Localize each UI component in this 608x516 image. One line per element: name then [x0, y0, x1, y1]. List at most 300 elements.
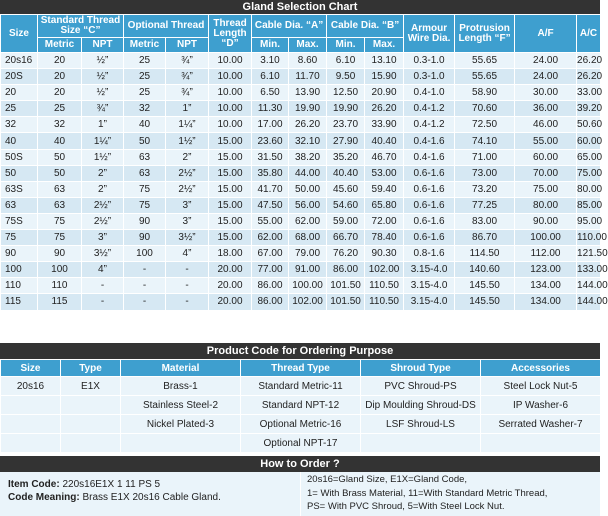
cell-std-metric: 115 [38, 294, 82, 310]
cell-armour-wire: 0.3-1.0 [404, 69, 455, 85]
cell-cable-a-max: 50.00 [289, 181, 327, 197]
cell-ac: 26.20 [577, 69, 601, 85]
cell-armour-wire: 0.4-1.6 [404, 133, 455, 149]
header-size: Size [1, 15, 38, 53]
product-header-cell: Size [1, 360, 61, 377]
cell-std-metric: 20 [38, 69, 82, 85]
product-cell [61, 396, 121, 415]
cell-cable-b-min: 23.70 [327, 117, 365, 133]
table-row [1, 213, 601, 229]
product-code-table [0, 359, 601, 453]
product-header-cell: Shroud Type [361, 360, 481, 377]
cell-cable-a-max: 91.00 [289, 262, 327, 278]
cell-cable-b-min: 86.00 [327, 262, 365, 278]
product-code-header-row [1, 360, 601, 377]
cell-opt-npt: ¾” [166, 69, 209, 85]
cell-armour-wire: 3.15-4.0 [404, 278, 455, 294]
cell-std-metric: 40 [38, 133, 82, 149]
cell-af: 30.00 [515, 85, 577, 101]
cell-opt-npt: - [166, 278, 209, 294]
cell-af: 60.00 [515, 149, 577, 165]
cell-armour-wire: 0.6-1.6 [404, 213, 455, 229]
cell-size: 63 [1, 197, 38, 213]
product-cell: PVC Shroud-PS [361, 377, 481, 396]
cell-thread-length: 10.00 [209, 101, 252, 117]
cell-ac: 110.00 [577, 230, 601, 246]
cell-cable-a-max: 26.20 [289, 117, 327, 133]
cell-cable-a-max: 38.20 [289, 149, 327, 165]
cell-protrusion: 145.50 [455, 278, 515, 294]
cell-ac: 75.00 [577, 165, 601, 181]
cell-cable-b-max: 15.90 [365, 69, 404, 85]
header-armour-line1: Armour [410, 22, 448, 34]
cell-cable-b-min: 9.50 [327, 69, 365, 85]
cell-opt-npt: 2½” [166, 181, 209, 197]
cell-cable-b-min: 101.50 [327, 278, 365, 294]
cell-ac: 95.00 [577, 213, 601, 229]
cell-size: 20s16 [1, 53, 38, 69]
cell-armour-wire: 0.4-1.0 [404, 85, 455, 101]
order-note: 20s16=Gland Size, E1X=Gland Code, [307, 474, 468, 485]
cell-ac: 39.20 [577, 101, 601, 117]
cell-protrusion: 58.90 [455, 85, 515, 101]
cell-cable-a-max: 68.00 [289, 230, 327, 246]
cell-armour-wire: 3.15-4.0 [404, 294, 455, 310]
cell-protrusion: 74.10 [455, 133, 515, 149]
cell-opt-metric: 63 [124, 165, 166, 181]
cell-cable-b-min: 54.60 [327, 197, 365, 213]
cell-cable-a-min: 67.00 [252, 246, 289, 262]
cell-opt-npt: ¾” [166, 53, 209, 69]
item-code-line [8, 478, 300, 491]
cell-cable-a-min: 35.80 [252, 165, 289, 181]
cell-thread-length: 10.00 [209, 85, 252, 101]
cell-thread-length: 15.00 [209, 133, 252, 149]
cell-opt-npt: 3” [166, 213, 209, 229]
cell-cable-a-max: 100.00 [289, 278, 327, 294]
header-thread-length-line2: Length [213, 27, 247, 39]
cell-ac: 60.00 [577, 133, 601, 149]
product-row [1, 434, 601, 453]
product-cell: Stainless Steel-2 [121, 396, 241, 415]
header-protrusion-line1: Protrusion [459, 22, 510, 34]
cell-armour-wire: 0.8-1.6 [404, 246, 455, 262]
cell-std-npt: 2” [82, 165, 124, 181]
cell-std-npt: 3½” [82, 246, 124, 262]
cell-armour-wire: 0.3-1.0 [404, 53, 455, 69]
header-standard-thread [38, 15, 124, 38]
cell-cable-b-min: 40.40 [327, 165, 365, 181]
cell-af: 36.00 [515, 101, 577, 117]
product-cell: Nickel Plated-3 [121, 415, 241, 434]
product-row [1, 377, 601, 396]
cell-ac: 26.20 [577, 53, 601, 69]
cell-opt-npt: 2” [166, 149, 209, 165]
cell-cable-b-max: 20.90 [365, 85, 404, 101]
cell-std-metric: 75 [38, 230, 82, 246]
cell-opt-metric: 50 [124, 133, 166, 149]
cell-std-metric: 32 [38, 117, 82, 133]
header-cable-a-max: Max. [289, 38, 327, 53]
cell-cable-b-min: 101.50 [327, 294, 365, 310]
product-cell [61, 415, 121, 434]
cell-cable-b-max: 72.00 [365, 213, 404, 229]
order-notes [300, 472, 600, 516]
product-header-cell: Accessories [481, 360, 601, 377]
header-cable-a: Cable Dia. “A” [252, 15, 327, 38]
cell-opt-npt: - [166, 262, 209, 278]
cell-af: 112.00 [515, 246, 577, 262]
product-cell: 20s16 [1, 377, 61, 396]
cell-armour-wire: 0.6-1.6 [404, 181, 455, 197]
cell-opt-metric: 40 [124, 117, 166, 133]
cell-std-npt: 1½” [82, 149, 124, 165]
product-cell: Optional Metric-16 [241, 415, 361, 434]
cell-size: 20 [1, 85, 38, 101]
cell-cable-b-max: 33.90 [365, 117, 404, 133]
cell-ac: 121.50 [577, 246, 601, 262]
cell-cable-a-min: 31.50 [252, 149, 289, 165]
cell-std-npt: ¾” [82, 101, 124, 117]
cell-ac: 65.00 [577, 149, 601, 165]
cell-ac: 50.60 [577, 117, 601, 133]
product-row [1, 415, 601, 434]
cell-thread-length: 18.00 [209, 246, 252, 262]
product-header-cell: Thread Type [241, 360, 361, 377]
cell-opt-metric: 90 [124, 230, 166, 246]
cell-cable-b-max: 78.40 [365, 230, 404, 246]
product-header-cell: Type [61, 360, 121, 377]
cell-cable-b-min: 35.20 [327, 149, 365, 165]
cell-std-metric: 20 [38, 85, 82, 101]
cell-opt-npt: 1¼” [166, 117, 209, 133]
table-row [1, 278, 601, 294]
cell-cable-a-min: 6.50 [252, 85, 289, 101]
cell-cable-b-max: 90.30 [365, 246, 404, 262]
product-cell [1, 434, 61, 453]
cell-size: 63S [1, 181, 38, 197]
cell-armour-wire: 0.4-1.2 [404, 101, 455, 117]
cell-af: 24.00 [515, 69, 577, 85]
header-af: A/F [515, 15, 577, 53]
cell-opt-npt: 1” [166, 101, 209, 117]
cell-std-metric: 63 [38, 197, 82, 213]
cell-protrusion: 114.50 [455, 246, 515, 262]
item-code-value: 220s16E1X 1 11 PS 5 [62, 479, 161, 490]
cell-armour-wire: 3.15-4.0 [404, 262, 455, 278]
cell-std-npt: 1” [82, 117, 124, 133]
cell-opt-npt: 3” [166, 197, 209, 213]
cell-ac: 85.00 [577, 197, 601, 213]
cell-cable-b-min: 19.90 [327, 101, 365, 117]
cell-thread-length: 15.00 [209, 230, 252, 246]
cell-size: 40 [1, 133, 38, 149]
header-ac: A/C [577, 15, 601, 53]
cell-std-npt: ½” [82, 85, 124, 101]
cell-armour-wire: 0.4-1.6 [404, 149, 455, 165]
cell-thread-length: 15.00 [209, 181, 252, 197]
header-opt-npt: NPT [166, 38, 209, 53]
cell-cable-a-min: 86.00 [252, 294, 289, 310]
cell-thread-length: 10.00 [209, 53, 252, 69]
cell-ac: 80.00 [577, 181, 601, 197]
cell-cable-b-max: 110.50 [365, 294, 404, 310]
cell-cable-a-min: 11.30 [252, 101, 289, 117]
cell-cable-a-min: 86.00 [252, 278, 289, 294]
cell-protrusion: 73.20 [455, 181, 515, 197]
cell-std-metric: 50 [38, 165, 82, 181]
table-row [1, 246, 601, 262]
cell-cable-a-max: 8.60 [289, 53, 327, 69]
cell-size: 20S [1, 69, 38, 85]
product-cell [1, 415, 61, 434]
cell-cable-b-min: 27.90 [327, 133, 365, 149]
table-row [1, 85, 601, 101]
cell-ac: 33.00 [577, 85, 601, 101]
cell-cable-a-max: 11.70 [289, 69, 327, 85]
table-row [1, 197, 601, 213]
cell-cable-b-min: 66.70 [327, 230, 365, 246]
how-to-order-title: How to Order ? [0, 456, 600, 472]
product-cell: Standard Metric-11 [241, 377, 361, 396]
product-row [1, 396, 601, 415]
cell-armour-wire: 0.6-1.6 [404, 230, 455, 246]
cell-cable-b-min: 76.20 [327, 246, 365, 262]
cell-protrusion: 140.60 [455, 262, 515, 278]
cell-af: 134.00 [515, 278, 577, 294]
cell-opt-npt: 3½” [166, 230, 209, 246]
cell-std-metric: 20 [38, 53, 82, 69]
header-cable-a-min: Min. [252, 38, 289, 53]
cell-ac: 144.00 [577, 278, 601, 294]
header-opt-metric: Metric [124, 38, 166, 53]
cell-protrusion: 73.00 [455, 165, 515, 181]
cell-opt-npt: 4” [166, 246, 209, 262]
product-cell: Dip Moulding Shroud-DS [361, 396, 481, 415]
cell-size: 50 [1, 165, 38, 181]
cell-af: 70.00 [515, 165, 577, 181]
cell-cable-b-min: 45.60 [327, 181, 365, 197]
table-row [1, 165, 601, 181]
cell-opt-metric: 90 [124, 213, 166, 229]
cell-cable-a-max: 32.10 [289, 133, 327, 149]
product-cell: E1X [61, 377, 121, 396]
cell-std-npt: - [82, 278, 124, 294]
table-row [1, 53, 601, 69]
cell-std-metric: 75 [38, 213, 82, 229]
code-meaning-line [8, 491, 300, 504]
cell-opt-npt: ¾” [166, 85, 209, 101]
cell-thread-length: 20.00 [209, 278, 252, 294]
product-cell: Steel Lock Nut-5 [481, 377, 601, 396]
cell-opt-metric: 100 [124, 246, 166, 262]
cell-thread-length: 10.00 [209, 69, 252, 85]
cell-size: 90 [1, 246, 38, 262]
table-row [1, 101, 601, 117]
gland-selection-table [0, 14, 608, 311]
product-cell: LSF Shroud-LS [361, 415, 481, 434]
cell-thread-length: 15.00 [209, 165, 252, 181]
cell-std-npt: ½” [82, 69, 124, 85]
cell-cable-b-max: 110.50 [365, 278, 404, 294]
table-row [1, 133, 601, 149]
cell-protrusion: 145.50 [455, 294, 515, 310]
order-note: 1= With Brass Material, 11=With Standard Metric Thread, [307, 487, 548, 499]
cell-size: 25 [1, 101, 38, 117]
cell-std-metric: 50 [38, 149, 82, 165]
table-row [1, 294, 601, 310]
cell-cable-a-min: 77.00 [252, 262, 289, 278]
cell-size: 32 [1, 117, 38, 133]
product-code-title: Product Code for Ordering Purpose [0, 343, 600, 359]
table-row [1, 149, 601, 165]
cell-cable-a-max: 79.00 [289, 246, 327, 262]
cell-protrusion: 77.25 [455, 197, 515, 213]
cell-cable-b-max: 59.40 [365, 181, 404, 197]
product-cell [481, 434, 601, 453]
cell-thread-length: 15.00 [209, 197, 252, 213]
table-row [1, 181, 601, 197]
cell-size: 110 [1, 278, 38, 294]
header-std-npt: NPT [82, 38, 124, 53]
cell-opt-metric: - [124, 278, 166, 294]
header-armour-line2: Wire Dia. [407, 32, 451, 44]
cell-cable-a-max: 19.90 [289, 101, 327, 117]
cell-protrusion: 72.50 [455, 117, 515, 133]
cell-af: 75.00 [515, 181, 577, 197]
cell-opt-metric: - [124, 262, 166, 278]
header-standard-thread-line1: Standard Thread [40, 15, 121, 26]
cell-cable-a-max: 62.00 [289, 213, 327, 229]
cell-cable-b-max: 65.80 [365, 197, 404, 213]
cell-std-npt: ½” [82, 53, 124, 69]
cell-size: 75 [1, 230, 38, 246]
cell-opt-metric: 25 [124, 53, 166, 69]
cell-cable-b-max: 40.40 [365, 133, 404, 149]
cell-std-npt: 2” [82, 181, 124, 197]
cell-protrusion: 70.60 [455, 101, 515, 117]
cell-std-metric: 110 [38, 278, 82, 294]
product-cell [361, 434, 481, 453]
cell-af: 123.00 [515, 262, 577, 278]
header-standard-thread-line2: Size “C” [60, 25, 101, 36]
product-cell [121, 434, 241, 453]
cell-cable-a-min: 6.10 [252, 69, 289, 85]
cell-cable-b-min: 12.50 [327, 85, 365, 101]
code-meaning-value: Brass E1X 20s16 Cable Gland. [82, 492, 221, 503]
cell-std-npt: 1¼” [82, 133, 124, 149]
cell-cable-b-max: 102.00 [365, 262, 404, 278]
cell-cable-a-max: 56.00 [289, 197, 327, 213]
cell-opt-npt: - [166, 294, 209, 310]
header-cable-b-min: Min. [327, 38, 365, 53]
cell-opt-metric: 63 [124, 149, 166, 165]
cell-cable-a-min: 3.10 [252, 53, 289, 69]
cell-std-npt: 2½” [82, 197, 124, 213]
cell-thread-length: 15.00 [209, 149, 252, 165]
cell-opt-metric: 25 [124, 85, 166, 101]
cell-std-metric: 90 [38, 246, 82, 262]
cell-opt-npt: 1½” [166, 133, 209, 149]
cell-std-npt: - [82, 294, 124, 310]
header-std-metric: Metric [38, 38, 82, 53]
cell-armour-wire: 0.4-1.2 [404, 117, 455, 133]
cell-std-npt: 3” [82, 230, 124, 246]
cell-thread-length: 20.00 [209, 262, 252, 278]
cell-protrusion: 83.00 [455, 213, 515, 229]
code-meaning-label: Code Meaning: [8, 492, 80, 503]
cell-cable-b-max: 13.10 [365, 53, 404, 69]
cell-size: 75S [1, 213, 38, 229]
cell-cable-a-min: 62.00 [252, 230, 289, 246]
cell-armour-wire: 0.6-1.6 [404, 197, 455, 213]
cell-cable-a-min: 47.50 [252, 197, 289, 213]
cell-af: 100.00 [515, 230, 577, 246]
cell-ac: 133.00 [577, 262, 601, 278]
cell-af: 55.00 [515, 133, 577, 149]
cell-armour-wire: 0.6-1.6 [404, 165, 455, 181]
product-cell: Optional NPT-17 [241, 434, 361, 453]
product-cell: IP Washer-6 [481, 396, 601, 415]
header-armour-wire [404, 15, 455, 53]
chart-title: Gland Selection Chart [0, 0, 600, 14]
product-cell [1, 396, 61, 415]
table-row [1, 230, 601, 246]
cell-cable-a-max: 44.00 [289, 165, 327, 181]
table-row [1, 69, 601, 85]
cell-cable-b-min: 59.00 [327, 213, 365, 229]
order-note: PS= With PVC Shroud, 5=With Steel Lock Nut. [307, 501, 505, 512]
table-row [1, 262, 601, 278]
cell-cable-b-max: 53.00 [365, 165, 404, 181]
header-thread-length-line3: “D” [221, 37, 239, 49]
header-thread-length [209, 15, 252, 53]
header-protrusion-line2: Length “F” [458, 32, 511, 44]
cell-af: 24.00 [515, 53, 577, 69]
cell-std-metric: 100 [38, 262, 82, 278]
cell-cable-a-max: 13.90 [289, 85, 327, 101]
gland-table-body [1, 53, 608, 311]
product-code-body [1, 377, 601, 453]
cell-opt-npt: 2½” [166, 165, 209, 181]
cell-std-metric: 25 [38, 101, 82, 117]
cell-af: 90.00 [515, 213, 577, 229]
cell-cable-b-max: 26.20 [365, 101, 404, 117]
product-header-cell: Material [121, 360, 241, 377]
product-cell: Serrated Washer-7 [481, 415, 601, 434]
product-cell: Brass-1 [121, 377, 241, 396]
header-optional-thread: Optional Thread [124, 15, 209, 38]
cell-cable-a-max: 102.00 [289, 294, 327, 310]
cell-opt-metric: 32 [124, 101, 166, 117]
cell-af: 134.00 [515, 294, 577, 310]
cell-thread-length: 20.00 [209, 294, 252, 310]
cell-af: 46.00 [515, 117, 577, 133]
cell-opt-metric: 25 [124, 69, 166, 85]
product-cell: Standard NPT-12 [241, 396, 361, 415]
header-thread-length-line1: Thread [213, 17, 247, 29]
cell-opt-metric: 75 [124, 197, 166, 213]
product-cell [61, 434, 121, 453]
cell-protrusion: 55.65 [455, 69, 515, 85]
cell-std-npt: 4” [82, 262, 124, 278]
header-protrusion [455, 15, 515, 53]
header-cable-b: Cable Dia. “B” [327, 15, 404, 38]
cell-cable-a-min: 41.70 [252, 181, 289, 197]
cell-cable-b-max: 46.70 [365, 149, 404, 165]
cell-cable-a-min: 55.00 [252, 213, 289, 229]
cell-protrusion: 71.00 [455, 149, 515, 165]
